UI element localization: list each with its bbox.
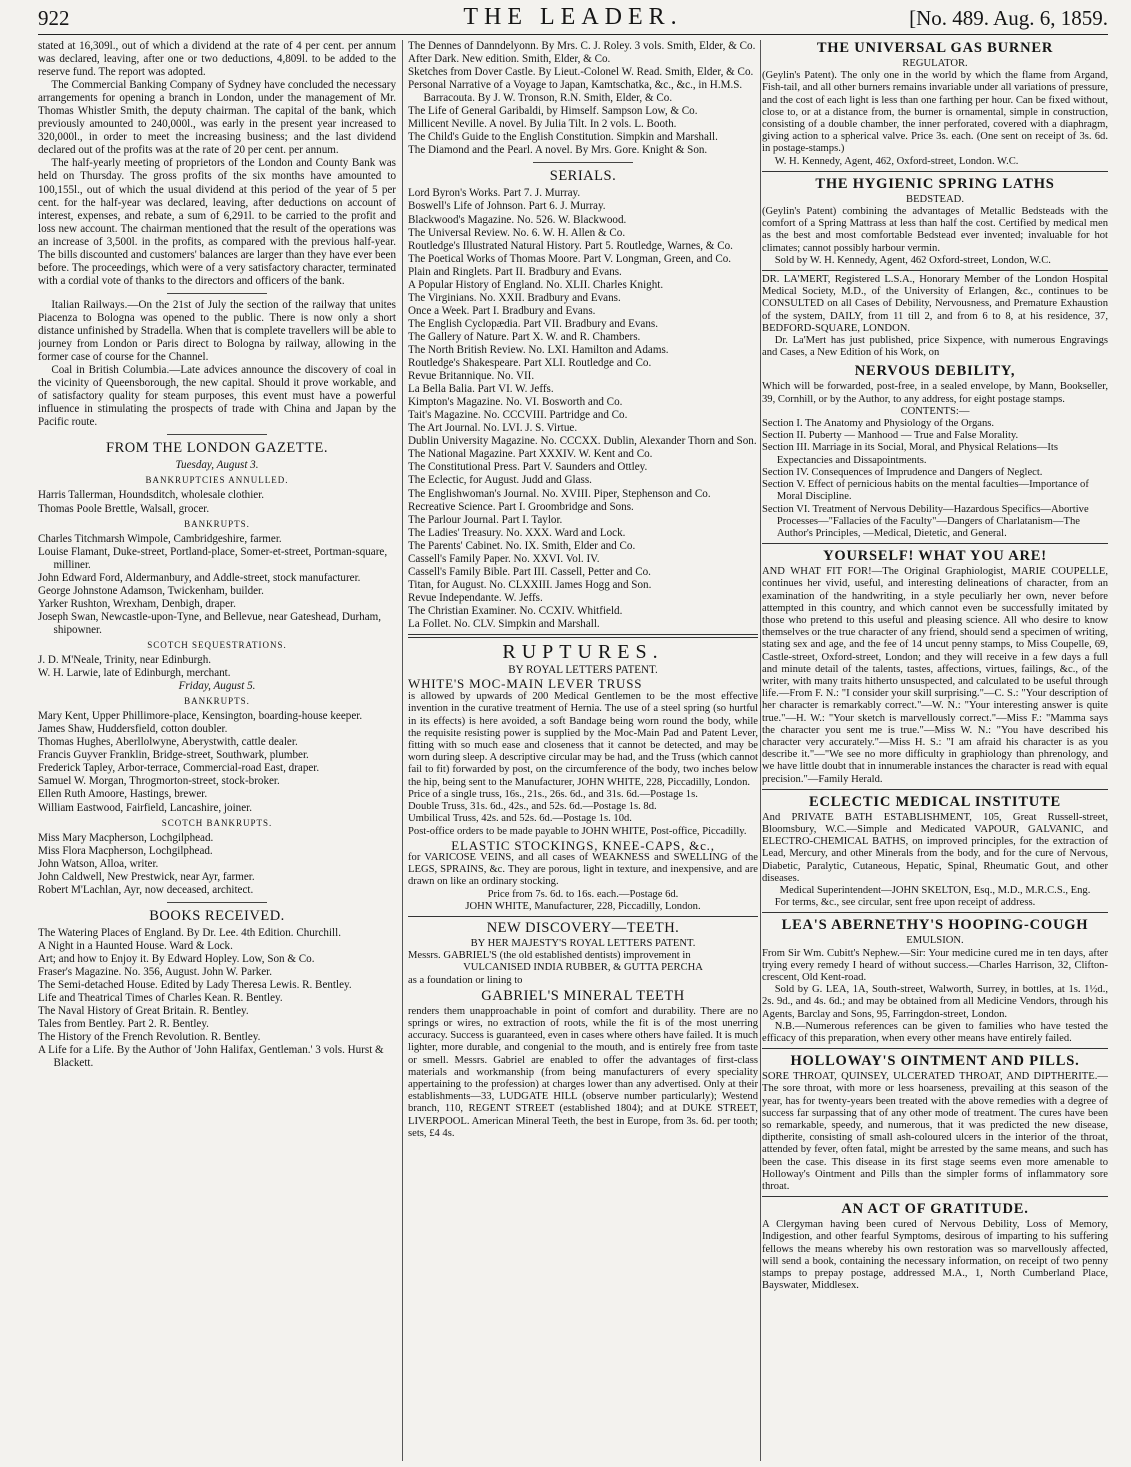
list-item: The National Magazine. Part XXXIV. W. Kent and Co. bbox=[408, 448, 653, 461]
advert-rule bbox=[762, 912, 1108, 913]
advert-rule bbox=[762, 171, 1108, 172]
column-3 bbox=[762, 40, 1108, 1461]
list-item: Blackwood's Magazine. No. 526. W. Blackwood. bbox=[408, 213, 627, 226]
list-item: Yarker Rushton, Wrexham, Denbigh, draper. bbox=[38, 597, 236, 610]
list-item: The Englishwoman's Journal. No. XVIII. Piper, Stephenson and Co. bbox=[408, 487, 711, 500]
books-list bbox=[38, 927, 396, 1071]
page-number: 922 bbox=[38, 6, 70, 30]
list-item: The Parlour Journal. Part I. Taylor. bbox=[408, 513, 563, 526]
banking-paragraph: The half-yearly meeting of proprietors of the London and County Bank was held on Thursday. The gross profits of the six months have amounted to 100,155l., out of which the usual dividend at this period of the year of 5 per cent. for the half-year was declared, leaving, after deductions on account of interest, expenses, and rebate, a sum of 6,291l. to be carried to the profit and loss new account. The chairman mentioned that the result of the operations was an increase of 3,500l. in the profits, as compared with the previous half-year. The bills discounted and customers' balances are larger than they have ever been before. The proceedings, which were of a very satisfactory character, terminated with a cordial vote of thanks to the directors and officers of the bank. bbox=[38, 157, 396, 287]
list-item: The Parents' Cabinet. No. IX. Smith, Elder and Co. bbox=[408, 539, 636, 552]
list-item: Art; and how to Enjoy it. By Edward Hopley. Low, Son & Co. bbox=[38, 952, 315, 965]
list-item: Louise Flamant, Duke-street, Portland-place, Somer-et-street, Portman-square, milliner. bbox=[38, 545, 388, 571]
teeth-body: renders them unapproachable in point of comfort and durability. There are no springs or wires, no extraction of roots, while the fit is of the most unerring accuracy. Success is guaranteed, even in cases where others have failed. It is much lighter, more durable, and congenial to the mouth, and is entirely free from taste or smell. Messrs. Gabriel are enabled to offer the advantages of first-class materials and workmanship (from being manufacturers of every speciality appertaining to the profession) at charges lower than any advertised. Only at their establishments—33, LUDGATE HILL (observe number particularly); Westend branch, 110, REGENT STREET (established 1804); and at DUKE STREET, LIVERPOOL. American Mineral Teeth, the best in Europe, from 3s. 6d. per tooth; sets, £4 4s. bbox=[408, 1005, 758, 1139]
eclectic-heading: ECLECTIC MEDICAL INSTITUTE bbox=[808, 793, 1062, 810]
list-item: Titan, for August. No. CLXXIII. James Hogg and Son. bbox=[408, 578, 652, 591]
italian-railways-paragraph: Italian Railways.—On the 21st of July the section of the railway that unites Piacenza to Bologna was opened to the public. There is now only a short distance unfinished by Stradella. When that is complete travellers will be able to journey from London or Paris direct to Bologna by railway, allowing in the former case of course for the Channel. bbox=[38, 298, 396, 364]
coal-paragraph: Coal in British Columbia.—Late advices announce the discovery of coal in the vicinity of Queensborough, the new capital. Should it prove workable, and of satisfactory quality for steam purposes, this event must have a powerful influence in stimulating the prospects of trade with China and Japan by the Pacific route. bbox=[38, 364, 396, 429]
list-item: The English Cyclopædia. Part VII. Bradbury and Evans. bbox=[408, 317, 658, 330]
gazette-date: Tuesday, August 3. bbox=[175, 459, 259, 472]
leas-note: N.B.—Numerous references can be given to families who have tested the efficacy of this preparation, when every other means have entirely failed. bbox=[762, 1020, 1108, 1045]
column-1 bbox=[38, 40, 396, 1461]
list-item: Section VI. Treatment of Nervous Debility—Hazardous Specifics—Abortive Processes—"Fallacies of the Faculty"—Dangers of Charlatanism—The Author's Principles, —Medical, Dietetic, and General. bbox=[762, 503, 1089, 539]
list-item: The Gallery of Nature. Part X. W. and R. Chambers. bbox=[408, 330, 641, 343]
scotch-bankrupts-list bbox=[38, 832, 396, 897]
eclectic-terms: For terms, &c., see circular, sent free upon receipt of address. bbox=[774, 897, 1036, 909]
holloway-heading: HOLLOWAY'S OINTMENT AND PILLS. bbox=[790, 1053, 1080, 1070]
list-item: Section I. The Anatomy and Physiology of the Organs. bbox=[762, 418, 995, 430]
advert-rule bbox=[408, 634, 758, 638]
yourself-heading: YOURSELF! WHAT YOU ARE! bbox=[823, 548, 1047, 565]
list-item: Boswell's Life of Johnson. Part 6. J. Murray. bbox=[408, 200, 606, 213]
list-item: Double Truss, 31s. 6d., 42s., and 52s. 6d.—Postage 1s. 8d. bbox=[408, 801, 657, 813]
list-item: Section II. Puberty — Manhood — True and False Morality. bbox=[762, 430, 1019, 442]
list-item: Charles Titchmarsh Wimpole, Cambridgeshire, farmer. bbox=[38, 532, 282, 545]
masthead bbox=[38, 4, 1108, 35]
teeth-heading: NEW DISCOVERY—TEETH. bbox=[486, 919, 680, 936]
stockings-body: for VARICOSE VEINS, and all cases of WEAKNESS and SWELLING of the LEGS, SPRAINS, &c. They are porous, light in texture, and inexpensive, and are drawn on like an ordinary stocking. bbox=[408, 851, 758, 888]
leas-body: From Sir Wm. Cubitt's Nephew.—Sir: Your medicine cured me in ten days, after trying every remedy I heard of without success.—Charles Harrison, 32, Clifton-crescent, Old Kent-road. bbox=[762, 947, 1108, 983]
list-item: La Follet. No. CLV. Simpkin and Marshall. bbox=[408, 617, 600, 630]
list-item: Ellen Ruth Amoore, Hastings, brewer. bbox=[38, 788, 208, 801]
list-item: Thomas Hughes, Aberllolwyne, Aberystwith, cattle dealer. bbox=[38, 736, 298, 749]
list-item: The Dennes of Danndelyonn. By Mrs. C. J. Roley. 3 vols. Smith, Elder, & Co. bbox=[408, 40, 756, 52]
list-item: The Eclectic, for August. Judd and Glass. bbox=[408, 474, 592, 487]
leas-subheading: EMULSION. bbox=[906, 935, 964, 947]
list-item: The Art Journal. No. LVI. J. S. Virtue. bbox=[408, 422, 578, 435]
spring-laths-heading: THE HYGIENIC SPRING LATHS bbox=[815, 175, 1055, 192]
list-item: Cassell's Family Paper. No. XXVI. Vol. IV. bbox=[408, 552, 600, 565]
list-item: Mary Kent, Upper Phillimore-place, Kensington, boarding-house keeper. bbox=[38, 710, 363, 723]
list-item: Price of a single truss, 16s., 21s., 26s. 6d., and 31s. 6d.—Postage 1s. bbox=[408, 788, 698, 800]
nervous-debility-body: Which will be forwarded, post-free, in a sealed envelope, by Mann, Bookseller, 39, Cornhill, or by the Author, to any address, for eight postage stamps. bbox=[762, 381, 1108, 405]
newspaper-title: THE LEADER. bbox=[463, 4, 683, 30]
section-rule bbox=[533, 162, 633, 163]
list-item: Routledge's Illustrated Natural History. Part 5. Routledge, Warnes, & Co. bbox=[408, 239, 733, 252]
list-item: Life and Theatrical Times of Charles Kean. R. Bentley. bbox=[38, 992, 283, 1005]
list-item: Sketches from Dover Castle. By Lieut.-Colonel W. Read. Smith, Elder, & Co. bbox=[408, 66, 754, 79]
list-item: Frederick Tapley, Arbor-terrace, Commercial-road East, draper. bbox=[38, 762, 320, 775]
scotch-sequestrations-list bbox=[38, 654, 396, 680]
list-item: Section V. Effect of pernicious habits on the mental faculties—Importance of Moral Discipline. bbox=[762, 479, 1089, 503]
advert-rule bbox=[762, 1196, 1108, 1197]
list-item: Dublin University Magazine. No. CCCXX. Dublin, Alexander Thorn and Son. bbox=[408, 435, 757, 448]
gas-burner-heading: THE UNIVERSAL GAS BURNER bbox=[816, 40, 1054, 56]
list-item: Tait's Magazine. No. CCCVIII. Partridge and Co. bbox=[408, 409, 628, 422]
list-item: Routledge's Shakespeare. Part XLI. Routledge and Co. bbox=[408, 357, 652, 370]
annulled-heading: BANKRUPTCIES ANNULLED. bbox=[145, 475, 289, 486]
list-item: Revue Independante. W. Jeffs. bbox=[408, 591, 543, 604]
list-item: Thomas Poole Brettle, Walsall, grocer. bbox=[38, 502, 210, 515]
list-item: The Christian Examiner. No. CCXIV. Whitfield. bbox=[408, 604, 623, 617]
list-item: The Life of General Garibaldi, by Himself. Sampson Low, & Co. bbox=[408, 105, 698, 118]
list-item: James Shaw, Huddersfield, cotton doubler. bbox=[38, 723, 228, 736]
list-item: John Caldwell, New Prestwick, near Ayr, farmer. bbox=[38, 870, 255, 883]
stockings-maker: JOHN WHITE, Manufacturer, 228, Piccadilly, London. bbox=[465, 900, 701, 912]
stockings-price: Price from 7s. 6d. to 16s. each.—Postage 6d. bbox=[487, 888, 679, 900]
scotch-sequestrations-heading: SCOTCH SEQUESTRATIONS. bbox=[147, 639, 287, 650]
advert-rule bbox=[408, 916, 758, 917]
list-item: Joseph Swan, Newcastle-upon-Tyne, and Bellevue, near Gateshead, Durham, shipowner. bbox=[38, 610, 382, 636]
contents-list bbox=[762, 418, 1108, 540]
list-item: The Diamond and the Pearl. A novel. By Mrs. Gore. Knight & Son. bbox=[408, 144, 708, 157]
list-item: Cassell's Family Bible. Part III. Cassell, Petter and Co. bbox=[408, 565, 651, 578]
teeth-subheading: BY HER MAJESTY'S ROYAL LETTERS PATENT. bbox=[470, 937, 696, 949]
list-item: J. D. M'Neale, Trinity, near Edinburgh. bbox=[38, 654, 212, 667]
teeth-intro: Messrs. GABRIEL'S (the old established dentists) improvement in bbox=[408, 950, 691, 962]
list-item: Plain and Ringlets. Part II. Bradbury and Evans. bbox=[408, 265, 622, 278]
teeth-as: as a foundation or lining to bbox=[408, 974, 523, 986]
section-rule bbox=[167, 293, 267, 294]
list-item: John Watson, Alloa, writer. bbox=[38, 857, 159, 870]
list-item: Harris Tallerman, Houndsditch, wholesale clothier. bbox=[38, 489, 265, 502]
stockings-heading: ELASTIC STOCKINGS, KNEE-CAPS, &c., bbox=[451, 837, 715, 853]
list-item: The North British Review. No. LXI. Hamilton and Adams. bbox=[408, 343, 669, 356]
list-item: Miss Flora Macpherson, Lochgilphead. bbox=[38, 844, 213, 857]
nervous-debility-heading: NERVOUS DEBILITY, bbox=[854, 363, 1016, 380]
list-item: The History of the French Revolution. R. Bentley. bbox=[38, 1031, 261, 1044]
list-item: The Naval History of Great Britain. R. Bentley. bbox=[38, 1005, 249, 1018]
truss-body: is allowed by upwards of 200 Medical Gentlemen to be the most effective invention in the curative treatment of Hernia. The use of a steel spring (so hurtful in its effects) is here avoided, a soft Bandage being worn round the body, while the requisite resisting power is supplied by the Moc-Main Pad and Patent Lever, fitting with so much ease and closeness that it cannot be detected, and may be worn during sleep. A descriptive circular may be had, and the Truss (which cannot fail to fit) forwarded by post, on the circumference of the body, two inches below the hip, being sent to the Manufacturer, JOHN WHITE, 228, Piccadilly, London. bbox=[408, 691, 758, 788]
list-item: Section IV. Consequences of Imprudence and Dangers of Neglect. bbox=[762, 466, 1043, 478]
list-item: Francis Guyver Franklin, Bridge-street, Southwark, plumber. bbox=[38, 749, 309, 762]
list-item: Millicent Neville. A novel. By Julia Tilt. In 2 vols. L. Booth. bbox=[408, 118, 677, 131]
list-item: Kimpton's Magazine. No. VI. Bosworth and Co. bbox=[408, 396, 623, 409]
advert-rule bbox=[762, 543, 1108, 544]
advert-rule bbox=[762, 270, 1108, 271]
eclectic-superintendent: Medical Superintendent—JOHN SKELTON, Esq., M.D., M.R.C.S., Eng. bbox=[779, 884, 1091, 896]
list-item: The Ladies' Treasury. No. XXX. Ward and Lock. bbox=[408, 526, 626, 539]
list-item: Post-office orders to be made payable to JOHN WHITE, Post-office, Piccadilly. bbox=[408, 825, 747, 837]
gas-burner-agent: W. H. Kennedy, Agent, 462, Oxford-street, London. W.C. bbox=[774, 155, 1019, 167]
lamert-body: DR. LA'MERT, Registered L.S.A., Honorary Member of the London Hospital Medical Society, M.D., of the University of Erlangen, &c., continues to be CONSULTED on all Cases of Debility, Nervousness, and Premature Exhaustion of the system, DAILY, from 11 till 2, and from 6 to 8, at his residence, 37, BEDFORD-SQUARE, LONDON. bbox=[762, 274, 1108, 334]
list-item: Miss Mary Macpherson, Lochgilphead. bbox=[38, 831, 214, 844]
list-item: The Semi-detached House. Edited by Lady Theresa Lewis. R. Bentley. bbox=[38, 979, 352, 992]
list-item: Umbilical Truss, 42s. and 52s. 6d.—Postage 1s. 10d. bbox=[408, 813, 632, 825]
gratitude-heading: AN ACT OF GRATITUDE. bbox=[841, 1201, 1029, 1218]
column-2 bbox=[408, 40, 758, 1461]
books-list bbox=[408, 40, 758, 157]
advert-rule bbox=[762, 789, 1108, 790]
list-item: Personal Narrative of a Voyage to Japan, Kamtschatka, &c., &c., in H.M.S. Barracouta. By J. W. Tronson, R.N. Smith, Elder, & Co. bbox=[408, 79, 743, 105]
truss-heading: WHITE'S MOC-MAIN LEVER TRUSS bbox=[408, 676, 643, 692]
list-item: A Night in a Haunted House. Ward & Lock. bbox=[38, 939, 233, 952]
list-item: W. H. Larwie, late of Edinburgh, merchant. bbox=[38, 667, 231, 680]
annulled-list bbox=[38, 489, 396, 515]
bankrupts-list bbox=[38, 533, 396, 637]
column-divider bbox=[402, 40, 403, 1461]
gratitude-body: A Clergyman having been cured of Nervous Debility, Loss of Memory, Indigestion, and other fearful Symptoms, desirous of imparting to his suffering fellows the means whereby his own restoration was so marvellously affected, will send a book, containing the necessary information, on receipt of two penny stamps to prepay postage, addressed M.A., 1, North Cumberland Place, Bayswater, Middlesex. bbox=[762, 1219, 1108, 1292]
bankrupts-list bbox=[38, 710, 396, 814]
lamert-body: Dr. La'Mert has just published, price Sixpence, with numerous Engravings and Cases, a New Edition of his Work, on bbox=[762, 335, 1108, 359]
list-item: The Constitutional Press. Part V. Saunders and Ottley. bbox=[408, 461, 648, 474]
eclectic-body: And PRIVATE BATH ESTABLISHMENT, 105, Great Russell-street, Bloomsbury, W.C.—Simple and Medicated VAPOUR, GALVANIC, and ELECTRO-CHEMICAL BATHS, on improved principles, for the extraction of Lead, Mercury, and other Minerals from the body, and for the cure of Nervous, Diabetic, Paralytic, Cutaneous, Hepatic, Spinal, Rheumatic Gout, and other diseases. bbox=[762, 811, 1108, 884]
list-item: Samuel W. Morgan, Throgmorton-street, stock-broker. bbox=[38, 775, 280, 788]
serials-list bbox=[408, 187, 758, 631]
list-item: Lord Byron's Works. Part 7. J. Murray. bbox=[408, 187, 581, 200]
list-item: A Popular History of England. No. XLII. Charles Knight. bbox=[408, 278, 664, 291]
list-item: Section III. Marriage in its Social, Moral, and Physical Relations—Its Expectancies and Dissapointments. bbox=[762, 442, 1058, 466]
list-item: The Universal Review. No. 6. W. H. Allen & Co. bbox=[408, 226, 626, 239]
list-item: Fraser's Magazine. No. 356, August. John W. Parker. bbox=[38, 966, 273, 978]
leas-sold: Sold by G. LEA, 1A, South-street, Walworth, Surrey, in bottles, at 1s. 1½d., 2s. 9d., and 4s. 6d.; and may be obtained from all Medicine Vendors, through his Agents, Barclay and Sons, 95, Farringdon-street, London. bbox=[762, 984, 1108, 1020]
section-rule bbox=[167, 902, 267, 903]
list-item: Tales from Bentley. Part 2. R. Bentley. bbox=[38, 1018, 209, 1031]
holloway-body: SORE THROAT, QUINSEY, ULCERATED THROAT, AND DIPTHERITE.—The sore throat, with more or less hoarseness, prevailing at this season of the year, has for twenty-years been treated with the above remedies with a degree of success far surpassing that of any other mode of treatment. The cures have been so remarkable, speedy, and numerous, that it was predicted the new disease, diptherite, consisting of small ash-coloured ulcers in the interior of the throat, attended by fever, often fatal, might be arrested by the same means, and such has been the case. This disease in its first stage seems even more amenable to Holloway's Ointment and Pills than the simpler forms of inflammatory sore throat. bbox=[762, 1071, 1108, 1193]
issue-date: [No. 489. Aug. 6, 1859. bbox=[909, 6, 1108, 30]
banking-paragraph: stated at 16,309l., out of which a dividend at the rate of 4 per cent. per annum was declared, leaving, after one or two deductions, 4,809l. to be added to the reserve fund. The report was adopted. bbox=[38, 40, 396, 79]
books-received-heading: BOOKS RECEIVED. bbox=[149, 907, 285, 924]
serials-heading: SERIALS. bbox=[549, 168, 617, 185]
leas-heading: LEA'S ABERNETHY'S HOOPING-COUGH bbox=[781, 917, 1089, 934]
list-item: The Poetical Works of Thomas Moore. Part V. Longman, Green, and Co. bbox=[408, 252, 732, 265]
list-item: John Edward Ford, Aldermanbury, and Addle-street, stock manufacturer. bbox=[38, 571, 361, 584]
list-item: William Eastwood, Fairfield, Lancashire, joiner. bbox=[38, 801, 252, 814]
ruptures-subheading: BY ROYAL LETTERS PATENT. bbox=[508, 664, 658, 677]
gazette-date: Friday, August 5. bbox=[178, 680, 256, 693]
list-item: After Dark. New edition. Smith, Elder, & Co. bbox=[408, 53, 611, 66]
truss-prices bbox=[408, 789, 758, 838]
yourself-body: AND WHAT FIT FOR!—The Original Graphiologist, MARIE COUPELLE, continues her vivid, useful, and interesting delineations of character, from an examination of the handwriting, in a style peculiarly her own, never before attempted in this country, and which cannot even be successfully imitated by those who pretend to this useful and pleasing science. All who desire to know themselves or the true character of any friend, should send a specimen of writing, stating sex and age, and the fee of 14 uncut penny stamps, to Miss Coupelle, 69, Castle-street, Oxford-street, London; and they will receive in a few days a full and minute detail of the talents, tastes, affections, virtues, failings, &c., of the writer, with many traits hitherto unsuspected, and calculated to be useful through life.—From F. N.: "I consider your skill surprising."—C. S.: "Your description of her character is remarkably correct."—W. N.: "Your interesting answer is quite true."—H. W.: "Your sketch is marvellously correct."—Miss F.: "Mamma says the character you sent me is true."—Miss W. N.: "You have described his character very accurately."—Miss H. S.: "I am afraid his character is as you describe it."—"We see no more difficulty in graphiology than phrenology, and we have little doubt that in innumerable instances the character is read with equal precision."—Family Herald. bbox=[762, 566, 1108, 785]
gas-burner-subheading: REGULATOR. bbox=[902, 58, 968, 69]
bankrupts-heading: BANKRUPTS. bbox=[184, 696, 250, 707]
list-item: Revue Britannique. No. VII. bbox=[408, 370, 535, 383]
list-item: Robert M'Lachlan, Ayr, now deceased, architect. bbox=[38, 883, 254, 896]
bankrupts-heading: BANKRUPTS. bbox=[184, 518, 250, 529]
section-rule bbox=[167, 434, 267, 435]
column-divider bbox=[760, 40, 761, 1461]
gas-burner-body: (Geylin's Patent). The only one in the world by which the flame from Argand, Fish-tail, and all other burners remains invariable under all variations of pressure, and the cost of each light is less than one farthing per hour. Can be fixed without, close to, or at a distance from, the burner is ornamental, simple in construction, consisting of a double chamber, the inner perforated, covered with a diaphragm, giving action to a spherical valve. Price 3s. each. (One sent on receipt of 3s. 6d. in postage-stamps.) bbox=[762, 70, 1108, 155]
spring-laths-subheading: BEDSTEAD. bbox=[906, 193, 964, 205]
teeth-heading: GABRIEL'S MINERAL TEETH bbox=[481, 987, 685, 1004]
list-item: The Virginians. No. XXII. Bradbury and Evans. bbox=[408, 291, 621, 304]
list-item: La Bella Balia. Part VI. W. Jeffs. bbox=[408, 383, 554, 396]
list-item: A Life for a Life. By the Author of 'John Halifax, Gentleman.' 3 vols. Hurst & Blackett. bbox=[38, 1044, 384, 1070]
banking-paragraph: The Commercial Banking Company of Sydney have concluded the necessary arrangements for opening a branch in London, under the management of Mr. Thomas Whistler Smith, the deputy chairman. The capital of the bank, which previously amounted to 240,000l., was early in the present year increased to 320,000l., in order to meet the increasing business; and the last dividend declared out of the profits was at the rate of 20 per cent. per annum. bbox=[38, 79, 396, 157]
contents-heading: CONTENTS:— bbox=[900, 405, 970, 417]
teeth-materials: VULCANISED INDIA RUBBER, & GUTTA PERCHA bbox=[463, 962, 703, 974]
list-item: The Child's Guide to the English Constitution. Simpkin and Marshall. bbox=[408, 131, 718, 144]
scotch-bankrupts-heading: SCOTCH BANKRUPTS. bbox=[161, 817, 273, 828]
spring-laths-body: (Geylin's Patent) combining the advantages of Metallic Bedsteads with the comfort of a Spring Mattrass at less than half the cost. Certified by medical men as the best and most comfortable Bedstead ever invented; invaluable for hot climates; cannot possibly harbour vermin. bbox=[762, 206, 1108, 254]
gazette-heading: FROM THE LONDON GAZETTE. bbox=[106, 440, 328, 457]
list-item: Once a Week. Part I. Bradbury and Evans. bbox=[408, 304, 596, 317]
list-item: The Watering Places of England. By Dr. Lee. 4th Edition. Churchill. bbox=[38, 926, 341, 939]
ruptures-heading: RUPTURES. bbox=[502, 641, 664, 664]
list-item: George Johnstone Adamson, Twickenham, builder. bbox=[38, 584, 264, 597]
spring-laths-agent: Sold by W. H. Kennedy, Agent, 462 Oxford-street, London, W.C. bbox=[774, 254, 1051, 266]
list-item: Recreative Science. Part I. Groombridge and Sons. bbox=[408, 500, 634, 513]
advert-rule bbox=[762, 1048, 1108, 1049]
